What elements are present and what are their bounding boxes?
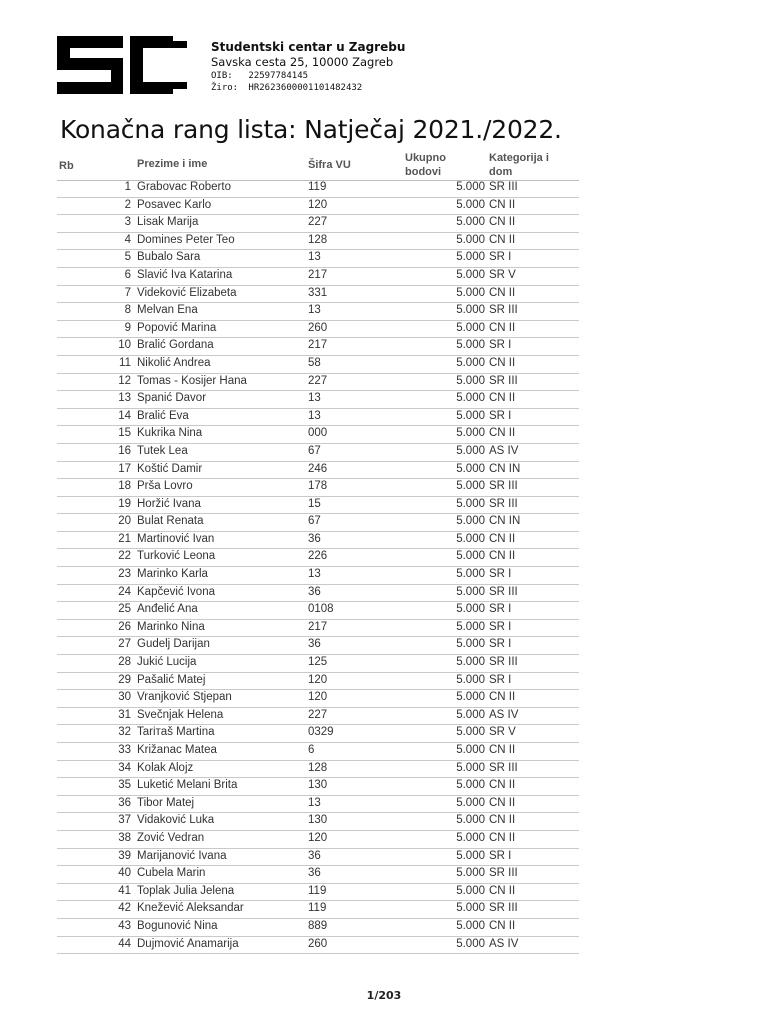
table-row (57, 637, 579, 655)
row-rank: 2 (124, 198, 131, 211)
row-category: SR V (489, 726, 516, 739)
row-code: 67 (308, 444, 321, 457)
row-code: 128 (308, 233, 328, 246)
row-rank: 20 (118, 515, 131, 528)
row-name: Melvan Ena (137, 304, 198, 317)
row-category: CN II (489, 427, 516, 440)
table-row (57, 866, 579, 884)
table-row (57, 796, 579, 814)
table-row (57, 497, 579, 515)
row-name: Slavić Iva Katarina (137, 268, 233, 281)
row-points: 5.000 (456, 656, 485, 669)
row-points: 5.000 (456, 392, 485, 405)
row-code: 119 (308, 181, 327, 193)
row-category: SR III (489, 480, 518, 493)
row-code: 000 (308, 427, 328, 440)
row-code: 13 (308, 409, 321, 422)
row-points: 5.000 (456, 339, 485, 352)
ranking-table (57, 180, 579, 954)
row-points: 5.000 (456, 181, 485, 193)
row-code: 6 (308, 744, 315, 756)
row-category: CN II (489, 919, 516, 932)
row-name: Bralić Gordana (137, 339, 214, 352)
row-points: 5.000 (456, 462, 485, 475)
row-rank: 34 (118, 761, 131, 774)
row-code: 36 (308, 638, 321, 651)
row-code: 217 (308, 620, 328, 633)
row-code: 120 (308, 831, 328, 844)
row-category: SR I (489, 673, 512, 686)
page-title: Konačna rang lista: Natječaj 2021./2022. (60, 115, 562, 144)
row-rank: 16 (118, 444, 131, 457)
row-code: 227 (308, 708, 328, 721)
row-name: Domines Peter Teo (137, 233, 235, 246)
table-row (57, 884, 579, 902)
row-name: Nikolić Andrea (137, 356, 211, 369)
row-rank: 40 (118, 867, 131, 880)
row-name: Marinko Karla (137, 568, 208, 581)
row-rank: 29 (118, 673, 131, 686)
row-points: 5.000 (456, 761, 485, 774)
row-name: Knežević Aleksandar (137, 902, 244, 915)
row-name: Marinko Nina (137, 620, 205, 633)
row-category: AS IV (489, 708, 519, 721)
row-category: SR III (489, 304, 518, 317)
row-name: Grabovac Roberto (137, 181, 231, 193)
row-category: CN II (489, 321, 516, 334)
row-code: 217 (308, 268, 328, 281)
row-points: 5.000 (456, 286, 485, 299)
row-name: Tibor Matej (137, 796, 195, 809)
table-row (57, 849, 579, 867)
row-points: 5.000 (456, 480, 485, 493)
row-code: 120 (308, 198, 328, 211)
column-header-rb: Rb (59, 160, 74, 172)
row-rank: 38 (118, 831, 131, 844)
table-row (57, 391, 579, 409)
row-rank: 37 (118, 814, 131, 827)
table-row (57, 303, 579, 321)
row-name: Popović Marina (137, 321, 217, 334)
row-rank: 36 (118, 796, 131, 809)
row-rank: 42 (118, 902, 131, 915)
row-points: 5.000 (456, 550, 485, 563)
row-rank: 3 (124, 216, 131, 229)
row-category: SR III (489, 656, 518, 669)
row-rank: 25 (118, 603, 131, 616)
row-rank: 28 (118, 656, 131, 669)
table-row (57, 250, 579, 268)
row-rank: 12 (118, 374, 131, 387)
row-category: SR III (489, 867, 518, 880)
row-category: SR V (489, 268, 516, 281)
row-points: 5.000 (456, 374, 485, 387)
row-points: 5.000 (456, 603, 485, 616)
row-rank: 33 (118, 744, 131, 756)
row-code: 58 (308, 356, 321, 369)
row-rank: 23 (118, 568, 131, 581)
row-points: 5.000 (456, 779, 485, 792)
row-category: SR I (489, 251, 512, 264)
table-row (57, 585, 579, 603)
row-points: 5.000 (456, 233, 485, 246)
column-header-code: Šifra VU (308, 159, 351, 171)
row-category: CN II (489, 691, 516, 704)
row-rank: 9 (124, 321, 131, 334)
row-code: 227 (308, 216, 328, 229)
table-row (57, 743, 579, 761)
table-row (57, 602, 579, 620)
table-row (57, 937, 579, 955)
row-code: 15 (308, 497, 321, 510)
row-code: 217 (308, 339, 328, 352)
ziro-value: HR2623600001101482432 (248, 82, 363, 93)
row-name: Anđelić Ana (137, 603, 198, 616)
row-name: Pašalić Matej (137, 673, 206, 686)
row-points: 5.000 (456, 497, 485, 510)
row-rank: 35 (118, 779, 131, 792)
row-category: SR I (489, 339, 512, 352)
row-rank: 10 (118, 339, 131, 352)
oib-row (211, 72, 405, 81)
row-code: 0329 (308, 726, 334, 739)
table-row (57, 567, 579, 585)
row-code: 260 (308, 321, 328, 334)
row-code: 119 (308, 902, 327, 915)
table-row (57, 532, 579, 550)
row-rank: 43 (118, 919, 131, 932)
page-number: 1/203 (366, 989, 402, 1002)
row-points: 5.000 (456, 814, 485, 827)
column-header-name: Prezime i ime (137, 158, 208, 170)
row-points: 5.000 (456, 251, 485, 264)
table-row (57, 444, 579, 462)
row-name: Marijanović Ivana (137, 849, 227, 862)
row-category: CN II (489, 814, 516, 827)
row-rank: 44 (118, 937, 131, 950)
row-points: 5.000 (456, 708, 485, 721)
row-name: Križanac Matea (137, 744, 217, 756)
row-points: 5.000 (456, 427, 485, 440)
row-rank: 32 (118, 726, 131, 739)
table-row (57, 901, 579, 919)
table-row (57, 180, 579, 198)
row-points: 5.000 (456, 638, 485, 651)
row-points: 5.000 (456, 937, 485, 950)
row-points: 5.000 (456, 444, 485, 457)
row-rank: 31 (118, 708, 131, 721)
row-points: 5.000 (456, 304, 485, 317)
row-rank: 1 (124, 181, 131, 193)
row-name: Lisak Marija (137, 216, 199, 229)
row-points: 5.000 (456, 620, 485, 633)
row-rank: 4 (124, 233, 131, 246)
row-category: CN II (489, 392, 516, 405)
row-code: 120 (308, 673, 328, 686)
row-category: CN II (489, 779, 516, 792)
table-row (57, 374, 579, 392)
row-category: CN II (489, 550, 516, 563)
row-name: Vidaković Luka (137, 814, 215, 827)
row-name: Videković Elizabeta (137, 286, 237, 299)
row-rank: 8 (124, 304, 131, 317)
row-category: CN II (489, 884, 516, 897)
row-code: 13 (308, 392, 321, 405)
row-code: 130 (308, 779, 328, 792)
row-name: Kukrika Nina (137, 427, 203, 440)
row-code: 67 (308, 515, 321, 528)
row-name: Turković Leona (137, 550, 216, 563)
row-name: Tutek Lea (137, 444, 188, 457)
org-address: Savska cesta 25, 10000 Zagreb (211, 55, 394, 69)
row-name: Bulat Renata (137, 515, 204, 528)
row-rank: 21 (118, 532, 131, 545)
row-category: SR I (489, 620, 512, 633)
row-rank: 7 (124, 286, 131, 299)
row-name: Bubalo Sara (137, 251, 201, 264)
row-name: Zović Vedran (137, 831, 205, 844)
table-row (57, 813, 579, 831)
table-header (57, 150, 579, 181)
table-row (57, 514, 579, 532)
row-code: 227 (308, 374, 328, 387)
table-row (57, 198, 579, 216)
row-category: CN IN (489, 462, 521, 475)
row-name: Horžić Ivana (137, 497, 201, 510)
row-name: Tarітaš Martina (137, 726, 215, 739)
row-code: 128 (308, 761, 328, 774)
row-code: 36 (308, 585, 321, 598)
row-category: SR III (489, 902, 518, 915)
row-category: CN II (489, 356, 516, 369)
row-rank: 18 (118, 480, 131, 493)
row-points: 5.000 (456, 321, 485, 334)
row-name: Svečnjak Helena (137, 708, 224, 721)
row-code: 226 (308, 550, 328, 563)
row-name: Koštić Damir (137, 462, 203, 475)
row-category: CN II (489, 233, 516, 246)
oib-value: 22597784145 (248, 70, 309, 81)
row-rank: 13 (118, 392, 131, 405)
table-row (57, 426, 579, 444)
row-rank: 15 (118, 427, 131, 440)
row-name: Toplak Julia Jelena (137, 884, 235, 897)
row-points: 5.000 (456, 726, 485, 739)
row-name: Kapčević Ivona (137, 585, 215, 598)
row-category: SR III (489, 585, 518, 598)
row-code: 13 (308, 796, 321, 809)
row-points: 5.000 (456, 568, 485, 581)
row-rank: 26 (118, 620, 131, 633)
row-category: SR III (489, 497, 518, 510)
row-points: 5.000 (456, 919, 485, 932)
row-code: 889 (308, 919, 328, 932)
row-points: 5.000 (456, 268, 485, 281)
row-rank: 17 (118, 462, 131, 475)
row-rank: 30 (118, 691, 131, 704)
row-code: 0108 (308, 603, 334, 616)
row-points: 5.000 (456, 585, 485, 598)
table-row (57, 215, 579, 233)
table-row (57, 725, 579, 743)
row-points: 5.000 (456, 532, 485, 545)
row-name: Posavec Karlo (137, 198, 212, 211)
row-points: 5.000 (456, 691, 485, 704)
row-rank: 41 (118, 884, 131, 897)
row-category: SR III (489, 374, 518, 387)
row-name: Spanić Davor (137, 392, 207, 405)
row-category: CN II (489, 831, 516, 844)
oib-label: OIB: (211, 70, 233, 81)
row-points: 5.000 (456, 744, 485, 756)
row-name: Dujmović Anamarija (137, 937, 239, 950)
table-row (57, 831, 579, 849)
table-row (57, 708, 579, 726)
row-name: Gudelj Darijan (137, 638, 210, 651)
row-name: Martinović Ivan (137, 532, 215, 545)
table-row (57, 778, 579, 796)
row-name: Kolak Alojz (137, 761, 194, 774)
table-row (57, 655, 579, 673)
row-name: Luketić Melani Brita (137, 779, 238, 792)
table-row (57, 673, 579, 691)
row-category: CN II (489, 286, 516, 299)
table-row (57, 620, 579, 638)
row-category: CN II (489, 744, 516, 756)
row-category: SR I (489, 849, 512, 862)
row-points: 5.000 (456, 796, 485, 809)
row-points: 5.000 (456, 216, 485, 229)
row-name: Vranjković Stjepan (137, 691, 232, 704)
organization-info (211, 41, 405, 93)
row-code: 119 (308, 884, 327, 897)
sc-logo (57, 36, 187, 94)
row-code: 331 (308, 286, 328, 299)
table-row (57, 549, 579, 567)
row-code: 260 (308, 937, 328, 950)
row-code: 120 (308, 691, 328, 704)
row-rank: 27 (118, 638, 131, 651)
row-category: CN II (489, 532, 516, 545)
column-header-category: Kategorija i dom (489, 152, 549, 178)
row-category: SR I (489, 568, 512, 581)
row-category: SR III (489, 181, 518, 193)
table-row (57, 462, 579, 480)
row-rank: 24 (118, 585, 131, 598)
row-rank: 22 (118, 550, 131, 563)
table-row (57, 690, 579, 708)
row-category: CN II (489, 796, 516, 809)
table-row (57, 356, 579, 374)
row-points: 5.000 (456, 198, 485, 211)
row-rank: 14 (118, 409, 131, 422)
row-code: 13 (308, 304, 321, 317)
ziro-row (211, 84, 405, 93)
row-points: 5.000 (456, 673, 485, 686)
table-row (57, 479, 579, 497)
row-category: SR III (489, 761, 518, 774)
column-header-points: Ukupno bodovi (405, 152, 446, 178)
row-points: 5.000 (456, 884, 485, 897)
row-points: 5.000 (456, 867, 485, 880)
table-row (57, 338, 579, 356)
row-code: 36 (308, 849, 321, 862)
table-row (57, 268, 579, 286)
row-points: 5.000 (456, 831, 485, 844)
row-code: 246 (308, 462, 328, 475)
row-code: 13 (308, 251, 321, 264)
table-row (57, 761, 579, 779)
row-name: Tomas - Kosijer Hana (137, 374, 247, 387)
row-points: 5.000 (456, 849, 485, 862)
row-code: 13 (308, 568, 321, 581)
row-category: CN II (489, 198, 516, 211)
row-rank: 11 (119, 356, 131, 369)
row-code: 125 (308, 656, 328, 669)
table-row (57, 233, 579, 251)
row-code: 36 (308, 867, 321, 880)
row-rank: 39 (118, 849, 131, 862)
row-points: 5.000 (456, 902, 485, 915)
row-category: AS IV (489, 444, 519, 457)
row-category: SR I (489, 638, 512, 651)
row-rank: 6 (124, 268, 131, 281)
table-row (57, 321, 579, 339)
table-row (57, 919, 579, 937)
row-code: 178 (308, 480, 328, 493)
row-code: 36 (308, 532, 321, 545)
ziro-label: Žiro: (211, 82, 239, 93)
row-points: 5.000 (456, 409, 485, 422)
row-category: SR I (489, 603, 512, 616)
row-name: Jukić Lucija (137, 656, 197, 669)
row-code: 130 (308, 814, 328, 827)
row-points: 5.000 (456, 356, 485, 369)
row-name: Bogunović Nina (137, 919, 218, 932)
org-name: Studentski centar u Zagrebu (211, 40, 406, 54)
row-name: Bralić Eva (137, 409, 189, 422)
row-category: SR I (489, 409, 512, 422)
table-row (57, 409, 579, 427)
row-category: CN II (489, 216, 516, 229)
row-points: 5.000 (456, 515, 485, 528)
row-rank: 5 (124, 251, 131, 264)
row-category: AS IV (489, 937, 519, 950)
row-category: CN IN (489, 515, 521, 528)
row-rank: 19 (118, 497, 131, 510)
row-name: Prša Lovro (137, 480, 193, 493)
table-row (57, 286, 579, 304)
row-name: Cubela Marin (137, 867, 206, 880)
